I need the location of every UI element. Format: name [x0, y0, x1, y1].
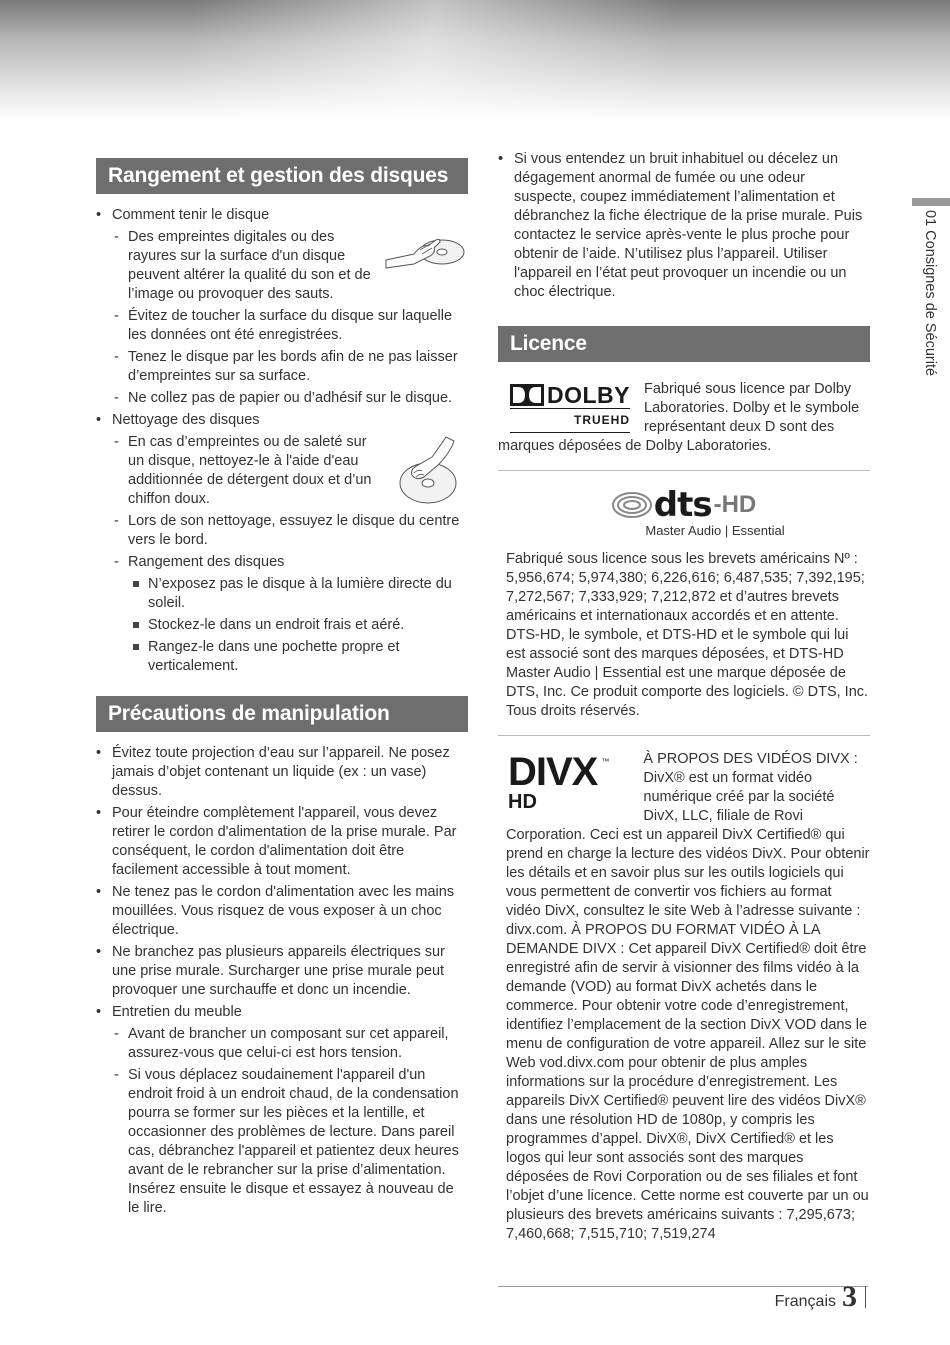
- list-item: • Comment tenir le disque - Des empreintes digitales ou des rayures sur la surface d'un disque peuvent altérer la qualité du son et de l’image ou provoquer des sauts. - Évitez de toucher la surface du disque sur laquelle les données ont été enregistrées. - Tenez le disque par les bords afin de ne pas laisser d’empreintes sur sa surface. - Ne collez pas de papier ou d’adhésif sur le disque.: [96, 206, 468, 408]
- list-item: N’exposez pas le disque à la lumière directe du soleil.: [128, 575, 468, 613]
- right-column: [498, 150, 870, 1244]
- list-item: - Évitez de toucher la surface du disque sur laquelle les données ont été enregistrées.: [112, 307, 468, 345]
- list-item: • Nettoyage des disques - En cas d’empreintes ou de saleté sur un disque, nettoyez-le à l'aide d'eau additionnée de détergent doux et d’un chiffon doux. - Lors de son nettoyage, essuyez le disque du centre vers le bord. - Rangement des disques N’exposez pas le disque à la lumière directe du soleil. Stockez-le dans un endroit frais et aéré. Rangez-le dans une pochette propre et verticalement.: [96, 411, 468, 676]
- divx-hd-logo: DIVX ™ HD: [508, 750, 610, 813]
- header-gradient-band: [0, 0, 950, 120]
- double-d-icon: [510, 384, 544, 406]
- section-title-licence: Licence: [498, 326, 870, 362]
- dts-symbol-icon: [612, 492, 652, 518]
- footer-language: Français: [774, 1293, 836, 1310]
- list-item: • Ne tenez pas le cordon d'alimentation avec les mains mouillées. Vous risquez de vous exposer à un choc électrique.: [96, 883, 468, 940]
- list-item: Rangez-le dans une pochette propre et verticalement.: [128, 638, 468, 676]
- page-footer: [775, 1280, 866, 1314]
- list-item: - Lors de son nettoyage, essuyez le disque du centre vers le bord.: [112, 512, 468, 550]
- footer-bar: [865, 1286, 866, 1308]
- list-item: - Avant de brancher un composant sur cet appareil, assurez-vous que celui-ci est hors tension.: [112, 1025, 468, 1063]
- list-item: - Rangement des disques N’exposez pas le disque à la lumière directe du soleil. Stockez-le dans un endroit frais et aéré. Rangez-le dans une pochette propre et verticalement.: [112, 553, 468, 676]
- list-item: Stockez-le dans un endroit frais et aéré.: [128, 616, 468, 635]
- divx-block: DIVX ™ HD À PROPOS DES VIDÉOS DIVX : DivX® est un format vidéo numérique créé par la société DivX, LLC, filiale de Rovi Corporation. Ceci est un appareil DivX Certified® qui prend en charge la lecture des vidéos DivX. Pour obtenir les détails et en savoir plus sur les outils logiciels qui vous permettent de convertir vos fichiers au format vidéo DivX, consultez le site Web à l’adresse suivante : divx.com. À PROPOS DU FORMAT VIDÉO À LA DEMANDE DIVX : Cet appareil DivX Certified® doit être enregistré afin de servir à visionner des films vidéo à la demande (VOD) au format DivX achetés dans le commerce. Pour obtenir votre code d’enregistrement, identifiez l’emplacement de la section DivX VOD dans le menu de configuration de votre appareil. Allez sur le site Web vod.divx.com pour obtenir de plus amples informations sur la procédure d’enregistrement. Les appareils DivX Certified® peuvent lire des vidéos DivX® dans une résolution HD de 1080p, y compris les programmes d’appel. DivX®, DivX Certified® et les logos qui leur sont associés sont des marques déposées de Rovi Corporation ou de ses filiales et font l’objet d’une licence. Cette norme est couverte par un ou plusieurs des brevets américains suivants : 7,295,673; 7,460,668; 7,515,710; 7,519,274: [506, 750, 870, 1242]
- hand-cleaning-disc-icon: [388, 435, 468, 507]
- list-item: - Des empreintes digitales ou des rayures sur la surface d'un disque peuvent altérer la qualité du son et de l’image ou provoquer des sauts.: [112, 228, 468, 304]
- section-title-precautions: Précautions de manipulation: [96, 696, 468, 732]
- dts-hd-logo: dts -HD Master Audio | Essential: [498, 485, 870, 538]
- disques-list: [96, 206, 468, 676]
- dts-text: Fabriqué sous licence sous les brevets américains Nº : 5,956,674; 5,974,380; 6,226,616; 6,487,535; 7,392,195; 7,272,567; 7,333,929; 7,212,872 et d’autres brevets américains et internationaux accordés et en attente. DTS-HD, le symbole, et DTS-HD et le symbole qui lui est associé sont des marques déposées, et DTS-HD Master Audio | Essential est une marque déposée de DTS, Inc. Ce produit comporte des logiciels. © DTS, Inc. Tous droits réservés.: [506, 551, 869, 719]
- list-item: - En cas d’empreintes ou de saleté sur un disque, nettoyez-le à l'aide d'eau additionnée de détergent doux et d’un chiffon doux.: [112, 433, 468, 509]
- chapter-tab-marker: [912, 198, 950, 206]
- left-column: [96, 150, 468, 1221]
- page-number: 3: [842, 1280, 857, 1313]
- list-item: • Si vous entendez un bruit inhabituel ou décelez un dégagement anormal de fumée ou une odeur suspecte, coupez immédiatement l’alimentation et débranchez la fiche électrique de la prise murale. Puis contactez le service après-vente le plus proche pour obtenir de l’aide. N’utilisez plus l’appareil. Utiliser l'appareil en l’état peut provoquer un incendie ou un choc électrique.: [498, 150, 870, 302]
- chapter-side-label: 01 Consignes de Sécurité: [922, 210, 938, 377]
- list-item: - Ne collez pas de papier ou d’adhésif sur le disque.: [112, 389, 468, 408]
- dolby-block: DOLBY TRUEHD Fabriqué sous licence par Dolby Laboratories. Dolby et le symbole représentant deux D sont des marques déposées de Dolby Laboratories.: [498, 381, 860, 454]
- precautions-list: [96, 744, 468, 1218]
- list-item: • Entretien du meuble - Avant de brancher un composant sur cet appareil, assurez-vous que celui-ci est hors tension. - Si vous déplacez soudainement l'appareil d'un endroit froid à un endroit chaud, de la condensation pourra se former sur les pièces et la lentille, et occasionner des problèmes de lecture. Dans pareil cas, débranchez l'appareil et patientez deux heures avant de le rebrancher sur la prise d’alimentation. Insérez ensuite le disque et essayez à nouveau de le lire.: [96, 1003, 468, 1218]
- divider: [498, 470, 870, 471]
- section-title-disques: Rangement et gestion des disques: [96, 158, 468, 194]
- list-item: - Si vous déplacez soudainement l'appareil d'un endroit froid à un endroit chaud, de la condensation pourra se former sur les pièces et la lentille, et occasionner des problèmes de lecture. Dans pareil cas, débranchez l'appareil et patientez deux heures avant de le rebrancher sur la prise d’alimentation. Insérez ensuite le disque et essayez à nouveau de le lire.: [112, 1066, 468, 1218]
- list-item: • Évitez toute projection d’eau sur l’appareil. Ne posez jamais d’objet contenant un liquide (ex : un vase) dessus.: [96, 744, 468, 801]
- hand-holding-disc-icon: [384, 230, 468, 274]
- list-item: - Tenez le disque par les bords afin de ne pas laisser d’empreintes sur sa surface.: [112, 348, 468, 386]
- list-item: • Pour éteindre complètement l'appareil, vous devez retirer le cordon d'alimentation de la prise murale. Par conséquent, le cordon d'alimentation doit être facilement accessible à tout moment.: [96, 804, 468, 880]
- divider: [498, 735, 870, 736]
- dolby-logo: DOLBY TRUEHD: [510, 384, 630, 433]
- list-item: • Ne branchez pas plusieurs appareils électriques sur une prise murale. Surcharger une prise murale peut provoquer une surchauffe et donc un incendie.: [96, 943, 468, 1000]
